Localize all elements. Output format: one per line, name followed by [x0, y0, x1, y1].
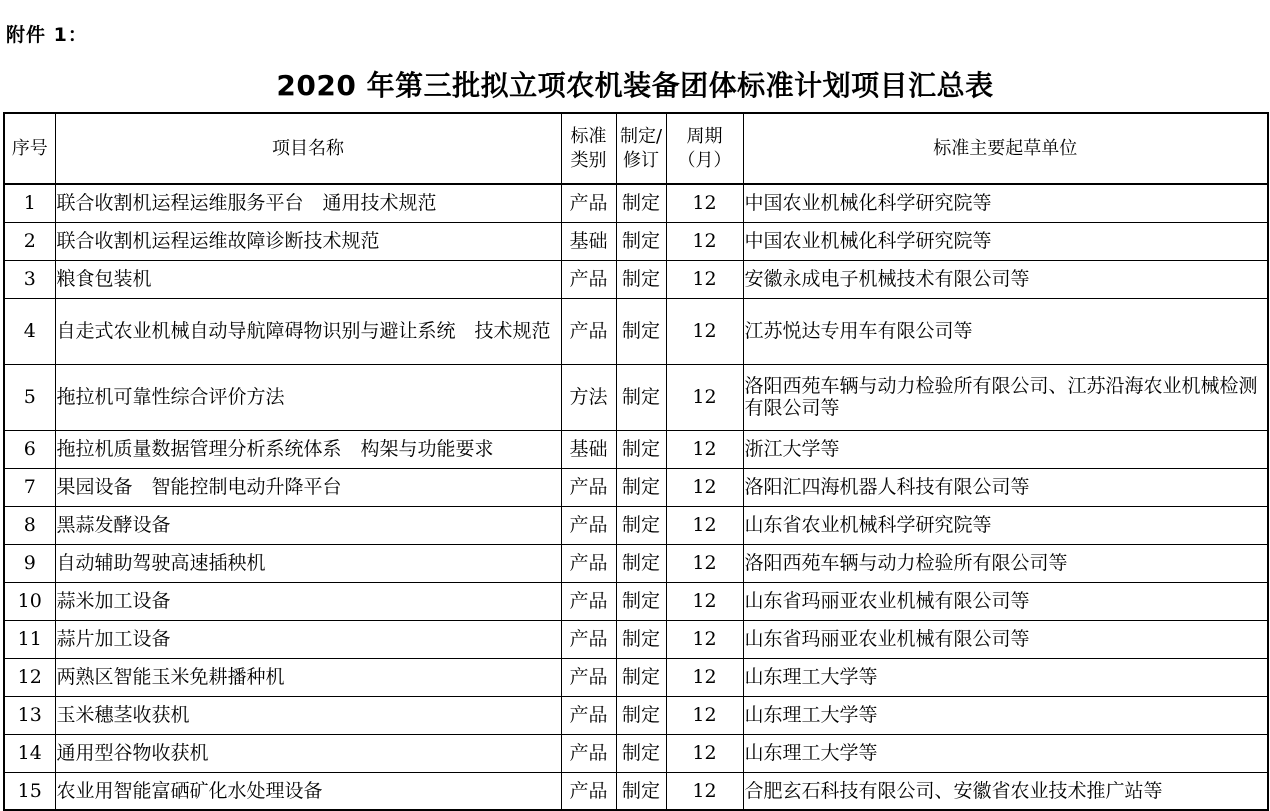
cell-mode: 制定	[616, 260, 666, 298]
cell-mode: 制定	[616, 364, 666, 430]
cell-period: 12	[666, 184, 743, 222]
cell-name: 自走式农业机械自动导航障碍物识别与避让系统 技术规范	[55, 298, 561, 364]
cell-name: 黑蒜发酵设备	[55, 506, 561, 544]
header-name: 项目名称	[55, 113, 561, 184]
cell-name: 自动辅助驾驶高速插秧机	[55, 544, 561, 582]
cell-mode: 制定	[616, 430, 666, 468]
cell-type: 产品	[561, 506, 616, 544]
table-row	[4, 734, 1268, 772]
header-period	[666, 113, 743, 184]
cell-seq: 1	[4, 184, 55, 222]
cell-name: 农业用智能富硒矿化水处理设备	[55, 772, 561, 810]
cell-type: 产品	[561, 298, 616, 364]
cell-name: 蒜米加工设备	[55, 582, 561, 620]
cell-unit: 浙江大学等	[743, 430, 1268, 468]
cell-unit: 合肥玄石科技有限公司、安徽省农业技术推广站等	[743, 772, 1268, 810]
cell-period: 12	[666, 544, 743, 582]
cell-name: 联合收割机运程运维故障诊断技术规范	[55, 222, 561, 260]
table-row	[4, 582, 1268, 620]
cell-mode: 制定	[616, 544, 666, 582]
header-mode	[616, 113, 666, 184]
table-row	[4, 468, 1268, 506]
cell-type: 产品	[561, 658, 616, 696]
table-row	[4, 772, 1268, 810]
cell-type: 产品	[561, 734, 616, 772]
cell-unit: 江苏悦达专用车有限公司等	[743, 298, 1268, 364]
cell-type: 产品	[561, 620, 616, 658]
cell-period: 12	[666, 468, 743, 506]
header-period-line2: （月）	[677, 149, 732, 171]
cell-period: 12	[666, 658, 743, 696]
header-seq: 序号	[4, 113, 55, 184]
cell-type: 产品	[561, 772, 616, 810]
header-period-line1: 周期	[686, 125, 723, 147]
cell-unit: 洛阳西苑车辆与动力检验所有限公司等	[743, 544, 1268, 582]
cell-unit: 山东理工大学等	[743, 734, 1268, 772]
cell-unit: 山东理工大学等	[743, 658, 1268, 696]
cell-name: 粮食包装机	[55, 260, 561, 298]
cell-name: 拖拉机可靠性综合评价方法	[55, 364, 561, 430]
cell-unit: 中国农业机械化科学研究院等	[743, 184, 1268, 222]
cell-type: 基础	[561, 430, 616, 468]
cell-period: 12	[666, 364, 743, 430]
cell-mode: 制定	[616, 506, 666, 544]
cell-seq: 13	[4, 696, 55, 734]
cell-seq: 4	[4, 298, 55, 364]
cell-type: 产品	[561, 696, 616, 734]
cell-mode: 制定	[616, 620, 666, 658]
header-mode-line1: 制定/	[619, 125, 663, 147]
cell-unit: 山东省玛丽亚农业机械有限公司等	[743, 582, 1268, 620]
cell-period: 12	[666, 260, 743, 298]
table-row	[4, 260, 1268, 298]
cell-seq: 14	[4, 734, 55, 772]
table-row	[4, 658, 1268, 696]
cell-unit: 山东省玛丽亚农业机械有限公司等	[743, 620, 1268, 658]
table-row	[4, 364, 1268, 430]
cell-name: 通用型谷物收获机	[55, 734, 561, 772]
cell-mode: 制定	[616, 658, 666, 696]
cell-mode: 制定	[616, 184, 666, 222]
table-row	[4, 696, 1268, 734]
header-type	[561, 113, 616, 184]
cell-period: 12	[666, 734, 743, 772]
cell-type: 产品	[561, 468, 616, 506]
cell-mode: 制定	[616, 468, 666, 506]
cell-name: 拖拉机质量数据管理分析系统体系 构架与功能要求	[55, 430, 561, 468]
cell-seq: 15	[4, 772, 55, 810]
cell-seq: 11	[4, 620, 55, 658]
cell-period: 12	[666, 298, 743, 364]
cell-period: 12	[666, 772, 743, 810]
cell-name: 两熟区智能玉米免耕播种机	[55, 658, 561, 696]
header-mode-line2: 修订	[623, 149, 659, 171]
header-type-line1: 标准	[570, 125, 607, 147]
cell-unit: 洛阳汇四海机器人科技有限公司等	[743, 468, 1268, 506]
cell-mode: 制定	[616, 696, 666, 734]
table-row	[4, 544, 1268, 582]
cell-type: 产品	[561, 184, 616, 222]
cell-seq: 2	[4, 222, 55, 260]
header-type-line2: 类别	[570, 149, 607, 171]
cell-seq: 7	[4, 468, 55, 506]
cell-period: 12	[666, 620, 743, 658]
cell-unit: 安徽永成电子机械技术有限公司等	[743, 260, 1268, 298]
table-row	[4, 620, 1268, 658]
cell-seq: 6	[4, 430, 55, 468]
cell-seq: 9	[4, 544, 55, 582]
cell-mode: 制定	[616, 582, 666, 620]
table-header-row	[4, 113, 1268, 184]
cell-period: 12	[666, 506, 743, 544]
cell-seq: 8	[4, 506, 55, 544]
page-title: 2020 年第三批拟立项农机装备团体标准计划项目汇总表	[276, 69, 994, 102]
table-row	[4, 184, 1268, 222]
table-row	[4, 298, 1268, 364]
cell-unit: 中国农业机械化科学研究院等	[743, 222, 1268, 260]
table-row	[4, 506, 1268, 544]
header-unit: 标准主要起草单位	[743, 113, 1268, 184]
cell-period: 12	[666, 430, 743, 468]
cell-type: 产品	[561, 582, 616, 620]
cell-period: 12	[666, 582, 743, 620]
cell-period: 12	[666, 696, 743, 734]
table-row	[4, 430, 1268, 468]
cell-mode: 制定	[616, 222, 666, 260]
cell-seq: 3	[4, 260, 55, 298]
attachment-label: 附件 1：	[6, 24, 88, 46]
cell-seq: 10	[4, 582, 55, 620]
cell-seq: 12	[4, 658, 55, 696]
cell-name: 果园设备 智能控制电动升降平台	[55, 468, 561, 506]
cell-unit: 山东理工大学等	[743, 696, 1268, 734]
cell-unit: 洛阳西苑车辆与动力检验所有限公司、江苏沿海农业机械检测有限公司等	[743, 364, 1268, 430]
cell-type: 基础	[561, 222, 616, 260]
table-row	[4, 222, 1268, 260]
cell-type: 产品	[561, 260, 616, 298]
cell-type: 方法	[561, 364, 616, 430]
cell-mode: 制定	[616, 734, 666, 772]
cell-name: 玉米穗茎收获机	[55, 696, 561, 734]
cell-period: 12	[666, 222, 743, 260]
cell-mode: 制定	[616, 298, 666, 364]
project-table	[3, 112, 1269, 811]
cell-type: 产品	[561, 544, 616, 582]
cell-unit: 山东省农业机械科学研究院等	[743, 506, 1268, 544]
cell-name: 蒜片加工设备	[55, 620, 561, 658]
cell-mode: 制定	[616, 772, 666, 810]
cell-name: 联合收割机运程运维服务平台 通用技术规范	[55, 184, 561, 222]
cell-seq: 5	[4, 364, 55, 430]
